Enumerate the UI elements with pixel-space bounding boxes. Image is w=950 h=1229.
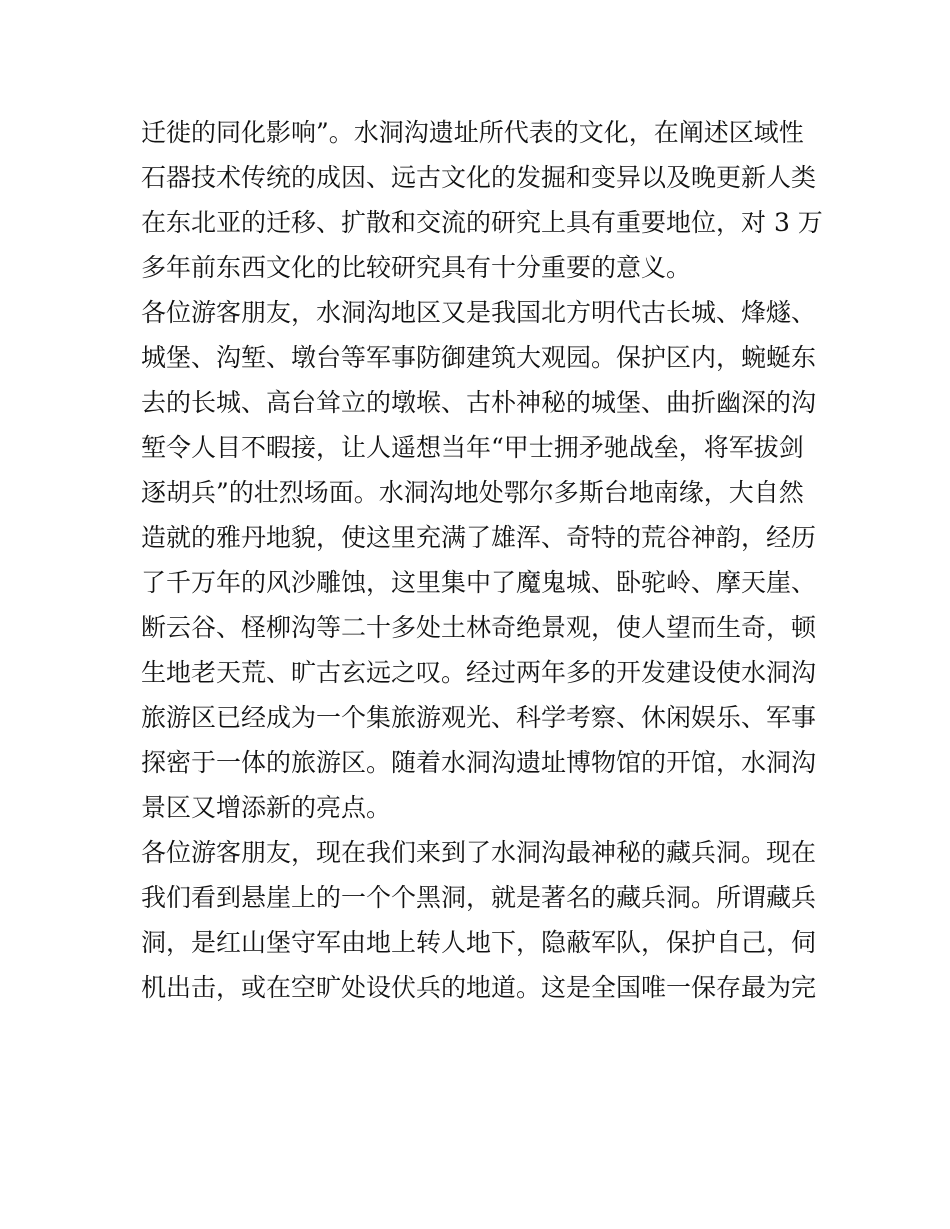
text-line-17: 各位游客朋友，现在我们来到了水洞沟最神秘的藏兵洞。现在	[141, 838, 817, 867]
text-line-16: 景区又增添新的亮点。	[141, 793, 392, 822]
text-line-7: 去的长城、高台耸立的墩堠、古朴神秘的城堡、曲折幽深的沟	[141, 388, 817, 417]
text-line-9: 逐胡兵”的壮烈场面。水洞沟地处鄂尔多斯台地南缘，大自然	[141, 478, 804, 507]
text-line-12: 断云谷、柽柳沟等二十多处土林奇绝景观，使人望而生奇，顿	[141, 613, 817, 642]
text-line-1: 迁徙的同化影响”。水洞沟遗址所代表的文化，在阐述区域性	[141, 118, 804, 147]
text-line-5: 各位游客朋友，水洞沟地区又是我国北方明代古长城、烽燧、	[141, 298, 817, 327]
text-line-4: 多年前东西文化的比较研究具有十分重要的意义。	[141, 253, 692, 282]
text-line-6: 城堡、沟堑、墩台等军事防御建筑大观园。保护区内，蜿蜒东	[141, 343, 817, 372]
text-line-19: 洞，是红山堡守军由地上转人地下，隐蔽军队，保护自己，伺	[141, 928, 817, 957]
text-line-20: 机出击，或在空旷处设伏兵的地道。这是全国唯一保存最为完	[141, 973, 817, 1002]
text-line-13: 生地老天荒、旷古玄远之叹。经过两年多的开发建设使水洞沟	[141, 658, 817, 687]
text-line-2: 石器技术传统的成因、远古文化的发掘和变异以及晚更新人类	[141, 163, 817, 192]
text-line-8: 堑令人目不暇接，让人遥想当年“甲士拥矛驰战垒，将军拔剑	[141, 433, 804, 462]
text-line-3: 在东北亚的迁移、扩散和交流的研究上具有重要地位，对 3 万	[141, 208, 823, 237]
text-line-18: 我们看到悬崖上的一个个黑洞，就是著名的藏兵洞。所谓藏兵	[141, 883, 817, 912]
body-text	[141, 110, 831, 1010]
text-line-15: 探密于一体的旅游区。随着水洞沟遗址博物馆的开馆，水洞沟	[141, 748, 817, 777]
text-line-14: 旅游区已经成为一个集旅游观光、科学考察、休闲娱乐、军事	[141, 703, 817, 732]
text-line-11: 了千万年的风沙雕蚀，这里集中了魔鬼城、卧驼岭、摩天崖、	[141, 568, 817, 597]
text-line-10: 造就的雅丹地貌，使这里充满了雄浑、奇特的荒谷神韵，经历	[141, 523, 817, 552]
